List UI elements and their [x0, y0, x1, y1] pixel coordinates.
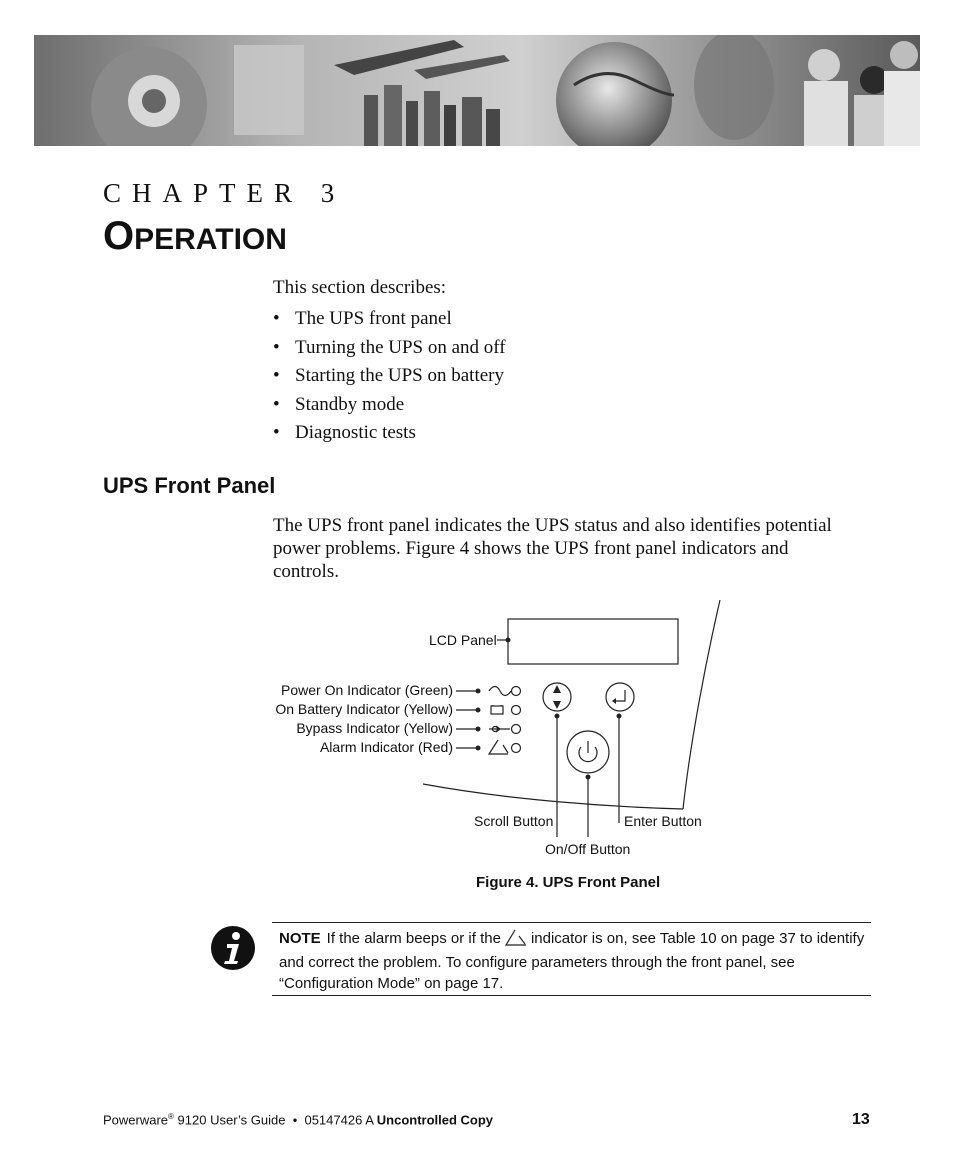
- sine-wave-icon: [489, 687, 511, 696]
- footer: [103, 1112, 493, 1127]
- enter-button-shape: [606, 683, 634, 711]
- chapter-label: CHAPTER 3: [103, 178, 346, 208]
- page-number: 13: [852, 1111, 870, 1128]
- info-icon: [210, 925, 256, 976]
- power-on-indicator-label: Power On Indicator (Green): [281, 682, 453, 698]
- alarm-triangle-icon: [489, 740, 508, 754]
- note-text-before: If the alarm beeps or if the: [326, 930, 501, 947]
- list-item: • Diagnostic tests: [273, 421, 506, 450]
- section-body: The UPS front panel indicates the UPS status and also identifies potential power problems. Figure 4 shows the UPS front panel indicators and controls.: [273, 515, 832, 582]
- lcd-panel-shape: [508, 619, 678, 664]
- chapter-title-initial: O: [103, 214, 135, 258]
- lcd-panel-label: LCD Panel: [429, 632, 497, 648]
- topics-list: [273, 307, 506, 450]
- header-banner-image: [34, 35, 920, 146]
- scroll-button-label: Scroll Button: [474, 813, 554, 829]
- list-item: • The UPS front panel: [273, 307, 506, 336]
- intro-text: This section describes:: [273, 277, 447, 298]
- ups-front-panel-figure: [260, 595, 730, 865]
- figure-caption: Figure 4. UPS Front Panel: [476, 874, 661, 891]
- panel-right-edge: [683, 600, 720, 809]
- list-item: • Starting the UPS on battery: [273, 364, 506, 393]
- panel-bottom-edge: [423, 784, 683, 809]
- footer-text: 9120 User’s Guide • 05147426 A: [173, 1112, 377, 1128]
- alarm-indicator-label: Alarm Indicator (Red): [319, 739, 453, 755]
- note-label: NOTE: [279, 930, 321, 947]
- alarm-triangle-icon: [505, 928, 527, 952]
- registered-mark: ®: [168, 1112, 174, 1121]
- on-battery-indicator-label: On Battery Indicator (Yellow): [275, 701, 453, 717]
- note-text: [279, 928, 869, 994]
- chapter-title: [103, 214, 287, 259]
- chapter-title-rest: PERATION: [134, 223, 287, 256]
- footer-status: Uncontrolled Copy: [376, 1112, 494, 1128]
- list-item: • Standby mode: [273, 393, 506, 422]
- note-text-after: indicator is on, see Table 10 on page 37 to identify and correct the problem. To configure parameters through the front panel, see “Configuration Mode” on page 17.: [279, 930, 865, 992]
- list-item: • Turning the UPS on and off: [273, 336, 506, 365]
- onoff-button-label: On/Off Button: [545, 841, 631, 857]
- enter-button-label: Enter Button: [624, 813, 702, 829]
- battery-icon: [491, 706, 503, 714]
- section-heading: UPS Front Panel: [103, 473, 276, 498]
- footer-brand: Powerware: [103, 1112, 169, 1128]
- bypass-indicator-label: Bypass Indicator (Yellow): [296, 720, 453, 736]
